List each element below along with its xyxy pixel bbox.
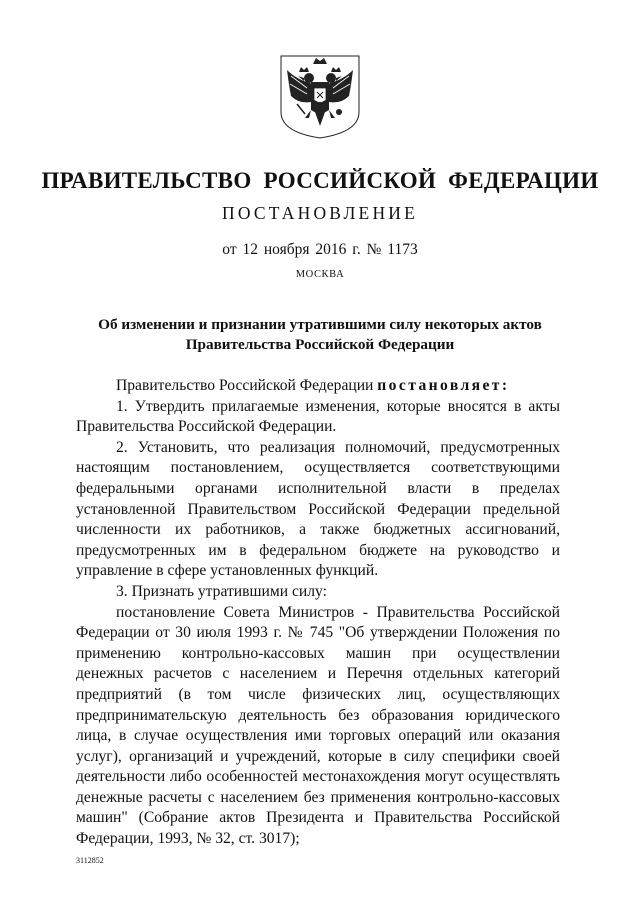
item-3: 3. Признать утратившими силу: [116, 582, 327, 600]
government-title: ПРАВИТЕЛЬСТВО РОССИЙСКОЙ ФЕДЕРАЦИИ [41, 168, 599, 193]
russian-coat-of-arms-icon [277, 52, 363, 140]
intro-prefix: Правительство Российской Федерации [116, 377, 378, 394]
decree-word: постановляет: [377, 377, 510, 394]
document-body [76, 376, 560, 850]
document-date-number: от 12 ноября 2016 г. № 1173 [222, 241, 418, 258]
document-subject [0, 315, 640, 355]
document-type: ПОСТАНОВЛЕНИЕ [221, 203, 419, 223]
item-3-subitem-1: постановление Совета Министров - Правительства Российской Федерации от 30 июля 1993 г. № 745 "Об утверждении Положения по применению контрольно-кассовых машин при осуществлении денежных расчетов с населением и Перечня отдельных категорий предприятий (в том числе физических лиц, осуществляющих предпринимательскую деятельность без образования юридического лица, в случае осуществления ими торговых операций или оказания услуг), организаций и учреждений, которые в силу специфики своей деятельности либо особенностей местонахождения могут осуществлять денежные расчеты с населением без применения контрольно-кассовых машин" (Собрание актов Президента и Правительства Российской Федерации, 1993, № 32, ст. 3017); [76, 603, 560, 848]
subject-line-1: Об изменении и признании утратившими силу некоторых актов [98, 316, 542, 333]
item-2: 2. Установить, что реализация полномочий, предусмотренных настоящим постановлением, осуществляется соответствующими федеральными органами исполнительной власти в пределах установленной Правительством Российской Федерации предельной численности их работников, а также бюджетных ассигнований, предусмотренных им в федеральном бюджете на руководство и управление в сфере установленных функций. [76, 438, 560, 580]
subject-line-2: Правительства Российской Федерации [185, 336, 455, 353]
document-city: МОСКВА [295, 269, 345, 280]
decree-intro [76, 376, 560, 397]
page-code: 3112852 [76, 856, 104, 865]
item-1: 1. Утвердить прилагаемые изменения, которые вносятся в акты Правительства Российской Федерации. [76, 397, 560, 436]
